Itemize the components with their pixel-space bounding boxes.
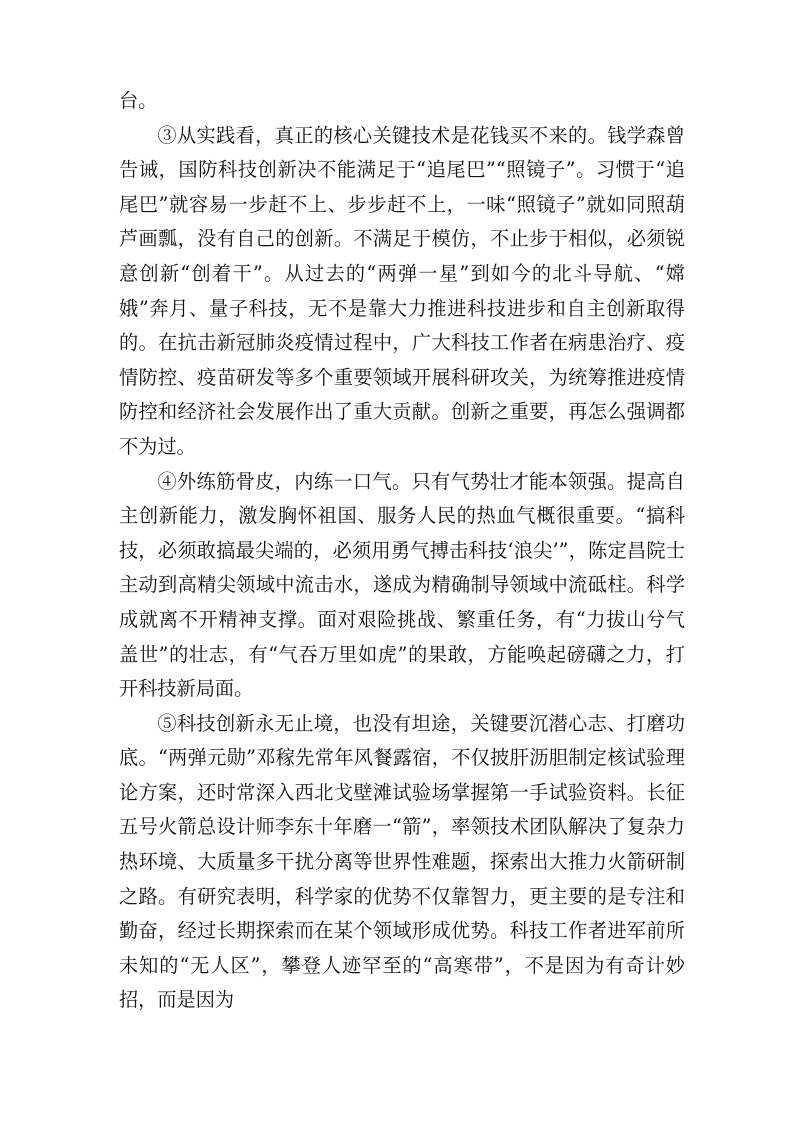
paragraph-3: ③从实践看，真正的核心关键技术是花钱买不来的。钱学森曾告诫，国防科技创新决不能满足于“追尾巴”“照镜子”。习惯于“追尾巴”就容易一步赶不上、步步赶不上，一味“照镜子”就如同照葫芦画瓢，没有自己的创新。不满足于模仿，不止步于相似，必须锐意创新“创着干”。从过去的“两弹一星”到如今的北斗导航、“嫦娥”奔月、量子科技，无不是靠大力推进科技进步和自主创新取得的。在抗击新冠肺炎疫情过程中，广大科技工作者在病患治疗、疫情防控、疫苗研发等多个重要领域开展科研攻关，为统筹推进疫情防控和经济社会发展作出了重大贡献。创新之重要，再怎么强调都不为过。 [119, 123, 685, 458]
body-text [119, 84, 685, 1018]
paragraph-4: ④外练筋骨皮，内练一口气。只有气势壮才能本领强。提高自主创新能力，激发胸怀祖国、服务人民的热血气概很重要。“搞科技，必须敢搞最尖端的，必须用勇气搏击科技‘浪尖’”，陈定昌院士主动到高精尖领域中流击水，遂成为精确制导领域中流砥柱。科学成就离不开精神支撑。面对艰险挑战、繁重任务，有“力拔山兮气盖世”的壮志，有“气吞万里如虎”的果敢，方能唤起磅礴之力，打开科技新局面。 [119, 469, 685, 701]
paragraph-5: ⑤科技创新永无止境，也没有坦途，关键要沉潜心志、打磨功底。“两弹元勋”邓稼先常年风餐露宿，不仅披肝沥胆制定核试验理论方案，还时常深入西北戈壁滩试验场掌握第一手试验资料。长征五号火箭总设计师李东十年磨一“箭”，率领技术团队解决了复杂力热环境、大质量多干扰分离等世界性难题，探索出大推力火箭研制之路。有研究表明，科学家的优势不仅靠智力，更主要的是专注和勤奋，经过长期探索而在某个领域形成优势。科技工作者进军前所未知的“无人区”，攀登人迹罕至的“高寒带”，不是因为有奇计妙招，而是因为 [119, 711, 685, 1012]
paragraph-continuation: 台。 [119, 89, 158, 112]
